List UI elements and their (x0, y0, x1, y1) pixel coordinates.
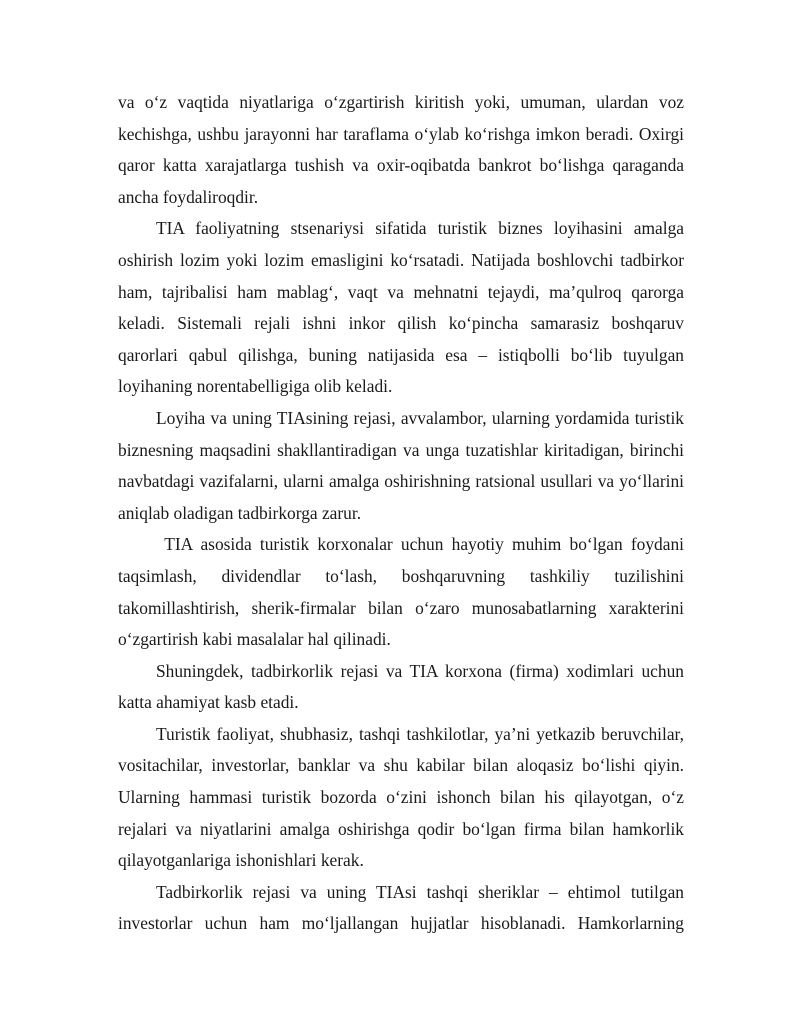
document-page (118, 87, 689, 940)
paragraph-6: Turistik faoliyat, shubhasiz, tashqi tashkilotlar, ya’ni yetkazib beruvchilar, vositachilar, investorlar, banklar va shu kabilar bilan aloqasiz bo‘lishi qiyin. Ularning hammasi turistik bozorda o‘zini ishonch bilan his qilayotgan, o‘z rejalari va niyatlarini amalga oshirishga qodir bo‘lgan firma bilan hamkorlik qilayotganlariga ishonishlari kerak. (118, 723, 684, 871)
paragraph-2: TIA faoliyatning stsenariysi sifatida turistik biznes loyihasini amalga oshirish lozim yoki lozim emasligini ko‘rsatadi. Natijada boshlovchi tadbirkor ham, tajribalisi ham mablag‘, vaqt va mehnatni tejaydi, ma’qulroq qarorga keladi. Sistemali rejali ishni inkor qilish ko‘pincha samarasiz boshqaruv qarorlari qabul qilishga, buning natijasida esa – istiqbolli bo‘lib tuyulgan loyihaning norentabelligiga olib keladi. (118, 218, 684, 397)
paragraph-1: va o‘z vaqtida niyatlariga o‘zgartirish kiritish yoki, umuman, ulardan voz kechishga, ushbu jarayonni har taraflama o‘ylab ko‘rishga imkon beradi. Oxirgi qaror katta xarajatlarga tushish va oxir-oqibatda bankrot bo‘lishga qaraganda ancha foydaliroqdir. (118, 92, 684, 207)
paragraph-3: Loyiha va uning TIAsining rejasi, avvalambor, ularning yordamida turistik biznesning maqsadini shakllantiradigan va unga tuzatishlar kiritadigan, birinchi navbatdagi vazifalarni, ularni amalga oshirishning ratsional usullari va yo‘llarini aniqlab oladigan tadbirkorga zarur. (118, 407, 684, 523)
paragraph-7: Tadbirkorlik rejasi va uning TIAsi tashqi sheriklar – ehtimol tutilgan investorlar uchun ham mo‘ljallangan hujjatlar hisoblanadi. Hamkorlarning (118, 881, 684, 934)
paragraph-5: Shuningdek, tadbirkorlik rejasi va TIA korxona (firma) xodimlari uchun katta ahamiyat kasb etadi. (118, 660, 684, 713)
paragraph-4: TIA asosida turistik korxonalar uchun hayotiy muhim bo‘lgan foydani taqsimlash, dividendlar to‘lash, boshqaruvning tashkiliy tuzilishini takomillashtirish, sherik-firmalar bilan o‘zaro munosabatlarning xarakterini o‘zgartirish kabi masalalar hal qilinadi. (118, 534, 689, 650)
